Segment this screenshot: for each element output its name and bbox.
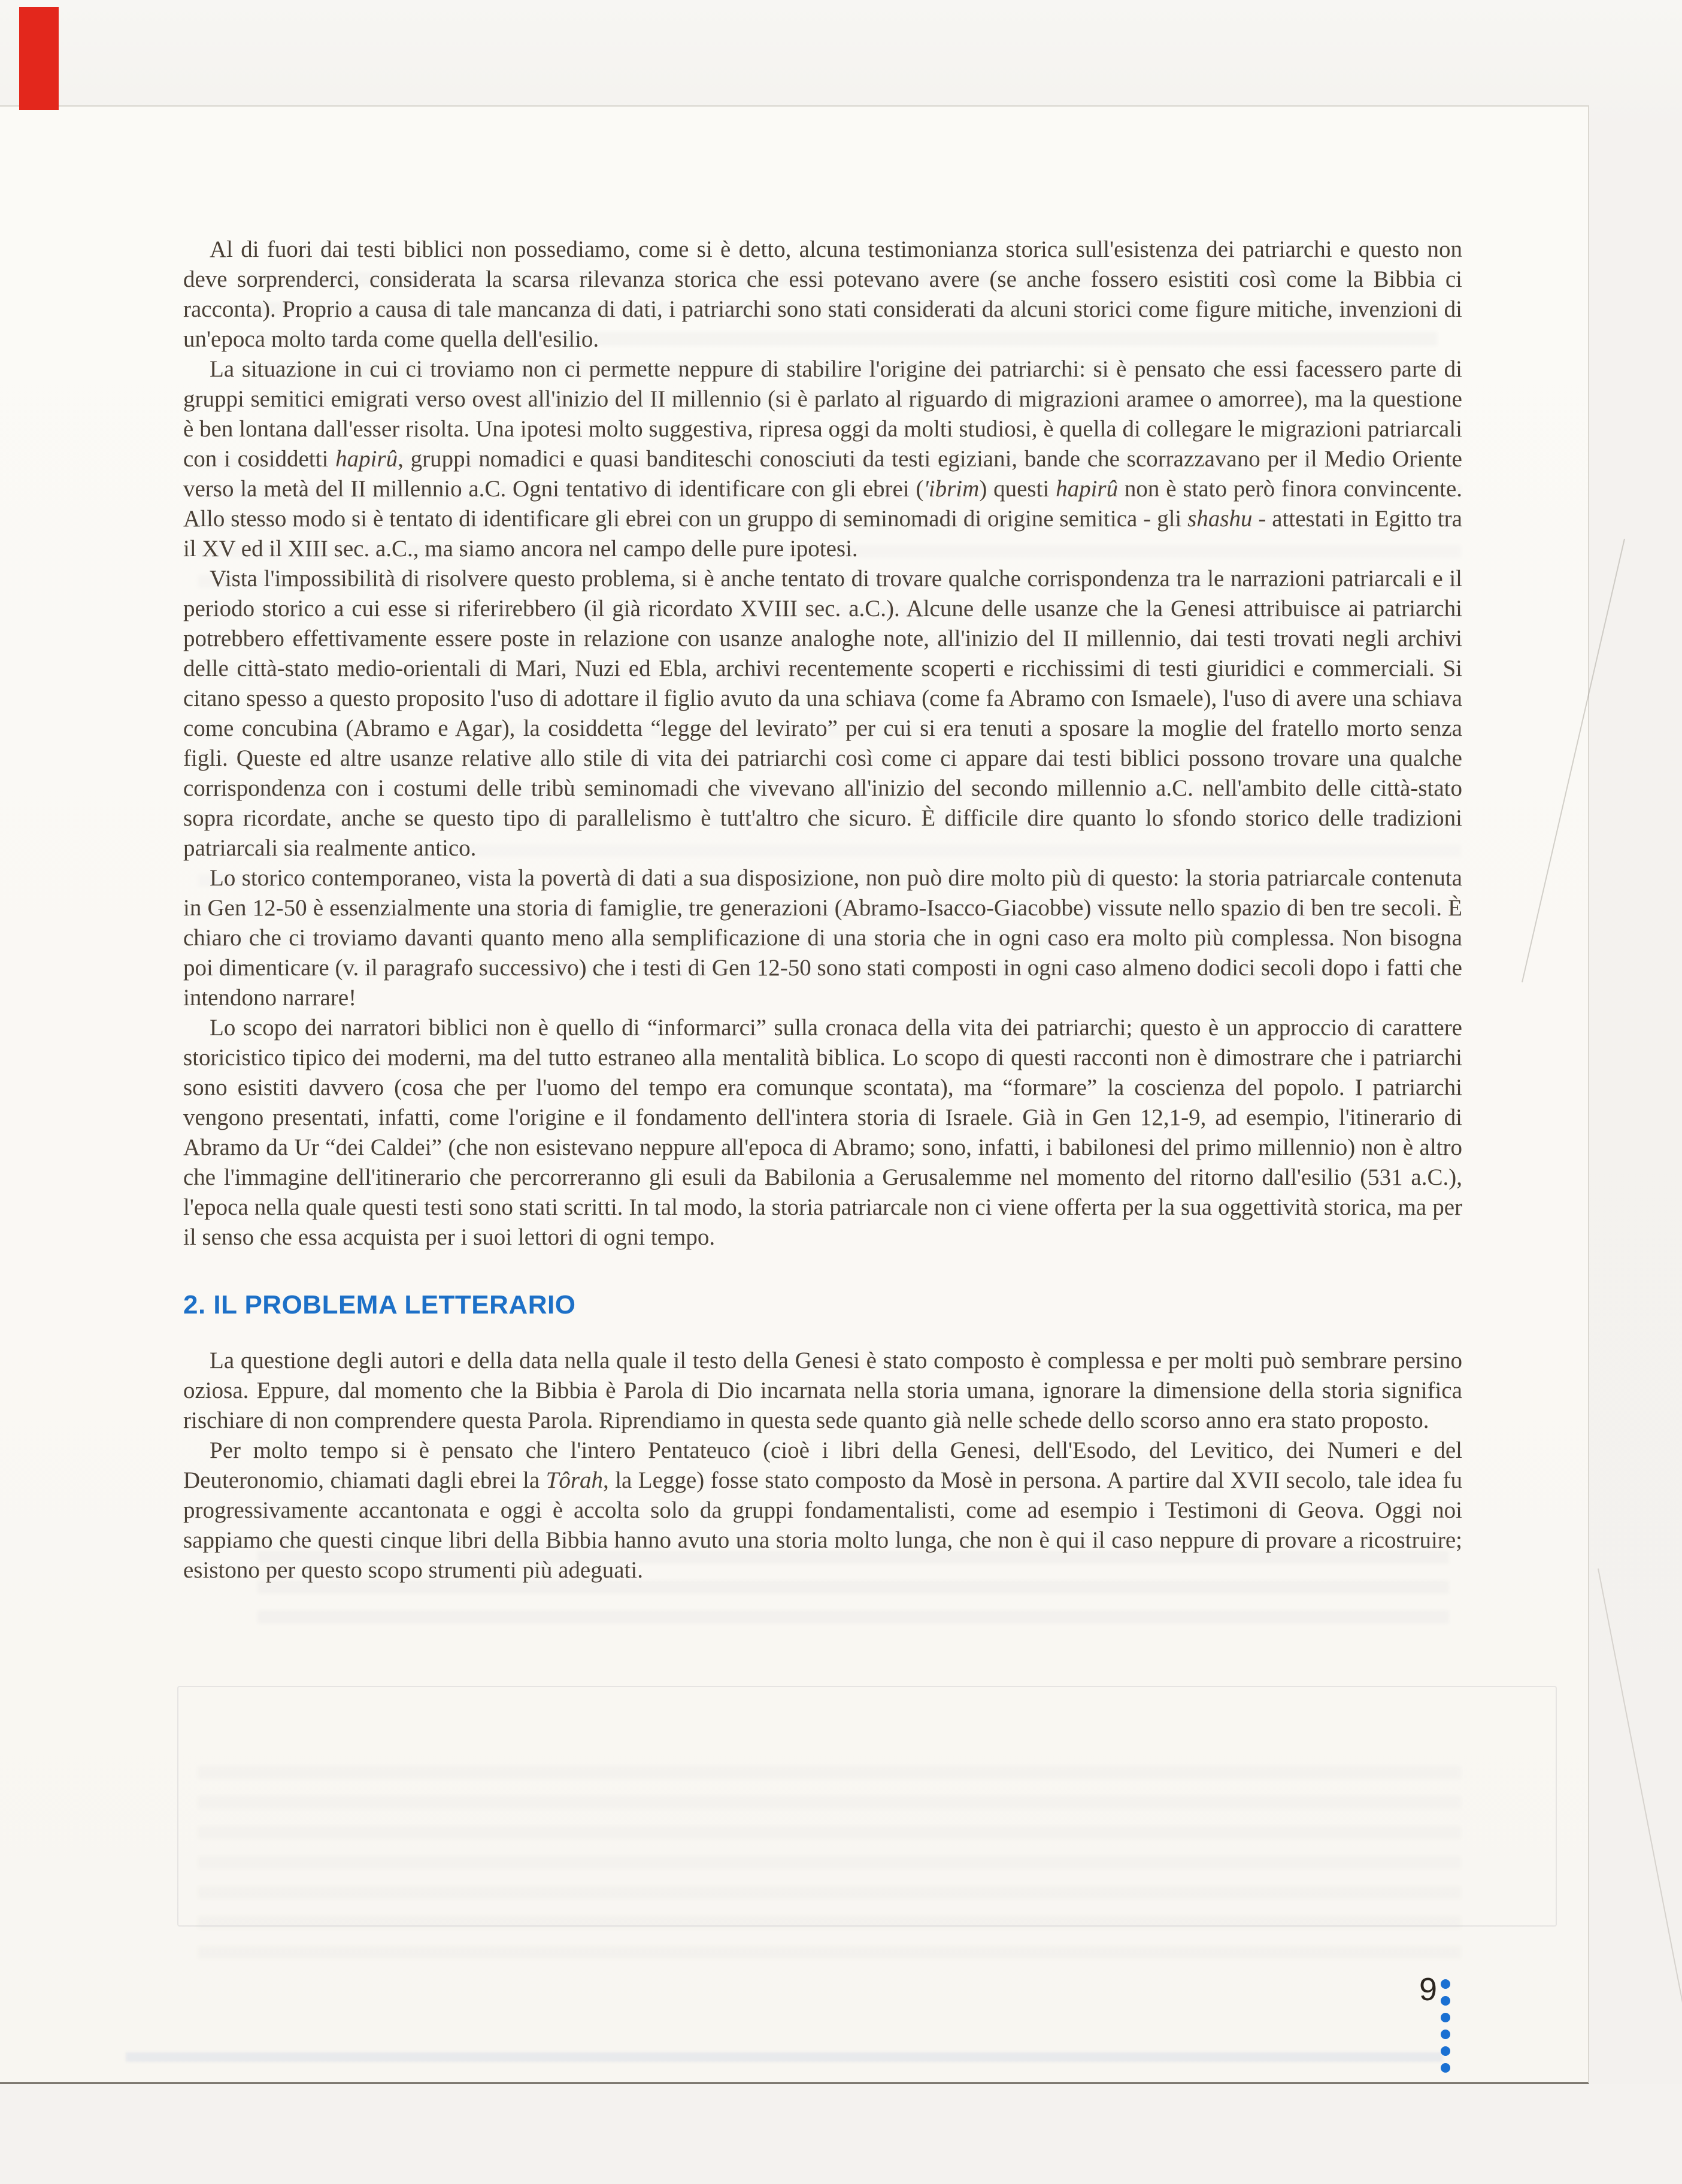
blue-dot <box>1441 2013 1450 2022</box>
italic-term: Tôrah <box>545 1467 603 1493</box>
bleed-through-line <box>126 2052 1443 2062</box>
italic-term: 'ibrim <box>923 476 980 502</box>
paragraph: La situazione in cui ci troviamo non ci permette neppure di stabilire l'origine dei patriarchi: si è pensato che essi facessero parte di gruppi semitici emigrati verso ovest all'inizio del II millennio (si è parlato al riguardo di migrazioni aramee o amorree), ma la questione è ben lontana dall'esser risolta. Una ipotesi molto suggestiva, ripresa oggi da molti studiosi, è quella di collegare le migrazioni patriarcali con i cosiddetti hapirû, gruppi nomadici e quasi banditeschi conosciuti da testi egiziani, bande che scorrazzavano per il Medio Oriente verso la metà del II millennio a.C. Ogni tentativo di identificare con gli ebrei ('ibrim) questi hapirû non è stato però finora convincente. Allo stesso modo si è tentato di identificare gli ebrei con un gruppo di seminomadi di origine semitica - gli shashu - attestati in Egitto tra il XV ed il XIII sec. a.C., ma siamo ancora nel campo delle pure ipotesi. <box>183 356 1462 562</box>
bleed-through-box <box>177 1686 1557 1927</box>
blue-dot <box>1441 2046 1450 2056</box>
paper-crease <box>1598 1569 1682 2068</box>
paragraph: Lo scopo dei narratori biblici non è quello di “informarci” sulla cronaca della vita dei patriarchi; questo è un approccio di carattere storicistico tipico dei moderni, ma del tutto estraneo alla mentalità biblica. Lo scopo di questi racconti non è dimostrare che i patriarchi sono esistiti davvero (cosa che per l'uomo del tempo era comunque scontata), ma “formare” la coscienza del popolo. I patriarchi vengono presentati, infatti, come l'origine e il fondamento dell'intera storia di Israele. Già in Gen 12,1-9, ad esempio, l'itinerario di Abramo da Ur “dei Caldei” (che non esistevano neppure all'epoca di Abramo; sono, infatti, i babilonesi del primo millennio) non è altro che l'immagine dell'itinerario che percorreranno gli esuli da Babilonia a Gerusalemme nel momento del ritorno dall'esilio (531 a.C.), l'epoca nella quale questi testi sono stati scritti. In tal modo, la storia patriarcale non ci viene offerta per la sua oggettività storica, ma per il senso che essa acquista per i suoi lettori di ogni tempo. <box>183 1015 1462 1250</box>
paragraph: Vista l'impossibilità di risolvere questo problema, si è anche tentato di trovare qualche corrispondenza tra le narrazioni patriarcali e il periodo storico a cui esse si riferirebbero (il già ricordato XVIII sec. a.C.). Alcune delle usanze che la Genesi attribuisce ai patriarchi potrebbero effettivamente essere poste in relazione con usanze analoghe note, all'inizio del II millennio, dai testi trovati negli archivi delle città-stato medio-orientali di Mari, Nuzi ed Ebla, archivi recentemente scoperti e ricchissimi di testi giuridici e commerciali. Si citano spesso a questo proposito l'uso di adottare il figlio avuto da una schiava (come fa Abramo con Ismaele), l'uso di avere una schiava come concubina (Abramo e Agar), la cosiddetta “legge del levirato” per cui si era tenuti a sposare la moglie del fratello morto senza figli. Queste ed altre usanze relative allo stile di vita dei patriarchi così come ci appare dai testi biblici possono trovare una qualche corrispondenza con i costumi delle tribù seminomadi che vivevano all'inizio del secondo millennio a.C. nell'ambito delle città-stato sopra ricordate, anche se questo tipo di parallelismo è tutt'altro che sicuro. È difficile dire quanto lo sfondo storico delle tradizioni patriarcali sia realmente antico. <box>183 566 1462 861</box>
italic-term: shashu <box>1187 506 1253 532</box>
italic-term: hapirû <box>335 446 398 472</box>
blue-dot <box>1441 2030 1450 2039</box>
italic-term: hapirû <box>1056 476 1119 502</box>
scanner-backing <box>0 2084 1682 2184</box>
blue-dot <box>1441 2063 1450 2073</box>
article-body <box>183 235 1462 1585</box>
section-historical-problem <box>183 235 1462 1252</box>
paragraph: La questione degli autori e della data nella quale il testo della Genesi è stato composto è complessa e per molti può sembrare persino oziosa. Eppure, dal momento che la Bibbia è Parola di Dio incarnata nella storia umana, ignorare la dimensione della storia significa rischiare di non comprendere questa Parola. Riprendiamo in questa sede quanto già nelle schede dello scorso anno era stato proposto. <box>183 1348 1462 1433</box>
paragraph: Al di fuori dai testi biblici non possediamo, come si è detto, alcuna testimonianza storica sull'esistenza dei patriarchi e questo non deve sorprenderci, considerata la scarsa rilevanza storica che essi potevano avere (se anche fossero esistiti così come la Bibbia ci racconta). Proprio a causa di tale mancanza di dati, i patriarchi sono stati considerati da alcuni storici come figure mitiche, invenzioni di un'epoca molto tarda come quella dell'esilio. <box>183 236 1462 352</box>
section-literary-problem <box>183 1346 1462 1585</box>
paragraph: Lo storico contemporaneo, vista la povertà di dati a sua disposizione, non può dire molto più di questo: la storia patriarcale contenuta in Gen 12-50 è essenzialmente una storia di famiglie, tre generazioni (Abramo-Isacco-Giacobbe) vissute nello spazio di ben tre secoli. È chiaro che ci troviamo davanti quanto meno alla semplificazione di una storia che in ogni caso era molto più complessa. Non bisogna poi dimenticare (v. il paragrafo successivo) che i testi di Gen 12-50 sono stati composti in ogni caso almeno dodici secoli dopo i fatti che intendono narrare! <box>183 865 1462 1011</box>
section-heading-literary-problem: 2. IL PROBLEMA LETTERARIO <box>183 1290 576 1320</box>
blue-dot <box>1441 1979 1450 1989</box>
red-registration-mark <box>19 7 59 110</box>
page-number-dots <box>1441 1979 1450 2073</box>
blue-dot <box>1441 1996 1450 2006</box>
page-number: 9 <box>1419 1971 1437 2007</box>
paragraph: Per molto tempo si è pensato che l'intero Pentateuco (cioè i libri della Genesi, dell'Esodo, del Levitico, dei Numeri e del Deuteronomio, chiamati dagli ebrei la Tôrah, la Legge) fosse stato composto da Mosè in persona. A partire dal XVII secolo, tale idea fu progressivamente accantonata e oggi è accolta solo da gruppi fondamentalisti, come ad esempio i Testimoni di Geova. Oggi noi sappiamo che questi cinque libri della Bibbia hanno avuto una storia molto lunga, che non è qui il caso neppure di provare a ricostruire; esistono per questo scopo strumenti più adeguati. <box>183 1437 1462 1583</box>
